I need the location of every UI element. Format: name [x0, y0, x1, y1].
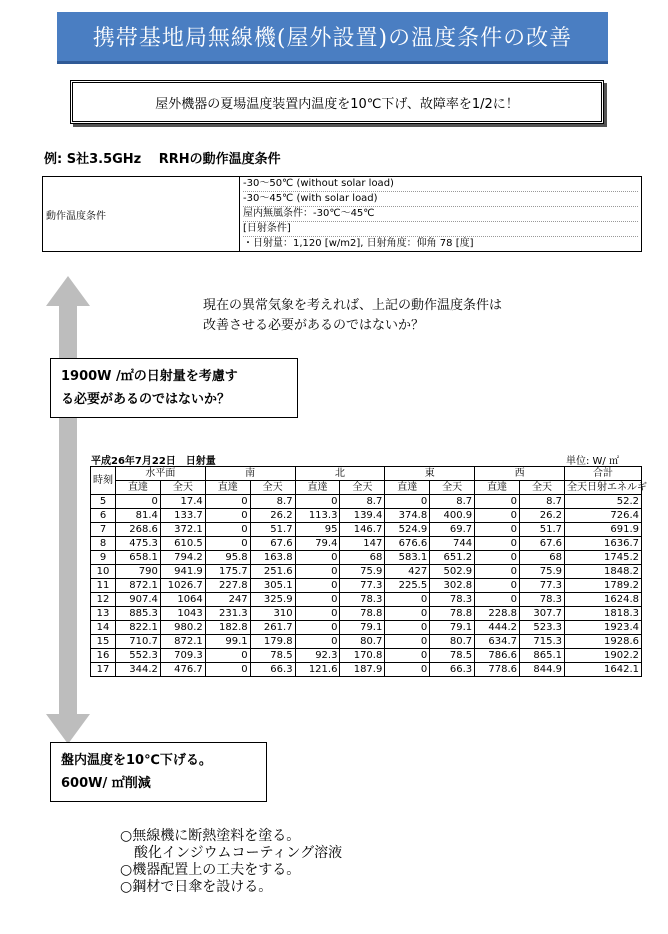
table-row [91, 607, 642, 621]
spec-line: 屋内無風条件：-30℃～45℃ [243, 207, 638, 222]
value-cell: 0 [385, 649, 430, 663]
value-cell: 75.9 [520, 565, 565, 579]
value-cell: 786.6 [475, 649, 520, 663]
value-cell: 0 [385, 495, 430, 509]
value-cell: 941.9 [160, 565, 205, 579]
value-cell: 0 [295, 607, 340, 621]
value-cell: 0 [295, 621, 340, 635]
value-cell: 75.9 [340, 565, 385, 579]
value-cell: 0 [475, 579, 520, 593]
table-row [91, 663, 642, 677]
group-header: 合計 [565, 467, 642, 481]
value-cell: 92.3 [295, 649, 340, 663]
value-cell: 67.6 [520, 537, 565, 551]
value-cell: 307.7 [520, 607, 565, 621]
value-cell: 179.8 [250, 635, 295, 649]
value-cell: 372.1 [160, 523, 205, 537]
value-cell: 0 [295, 495, 340, 509]
sub-header: 直達 [116, 481, 161, 495]
value-cell: 1789.2 [565, 579, 642, 593]
value-cell: 634.7 [475, 635, 520, 649]
sub-header: 全天 [430, 481, 475, 495]
value-cell: 726.4 [565, 509, 642, 523]
value-cell: 1923.4 [565, 621, 642, 635]
sub-header: 直達 [295, 481, 340, 495]
spec-label: 動作温度条件 [43, 177, 240, 252]
value-cell: 691.9 [565, 523, 642, 537]
value-cell: 8.7 [340, 495, 385, 509]
value-cell: 524.9 [385, 523, 430, 537]
table-unit: 単位: W/ ㎡ [566, 456, 619, 467]
value-cell: 676.6 [385, 537, 430, 551]
value-cell: 651.2 [430, 551, 475, 565]
group-header: 水平面 [116, 467, 206, 481]
page-title: 携帯基地局無線機(屋外設置)の温度条件の改善 [92, 26, 573, 51]
value-cell: 77.3 [520, 579, 565, 593]
value-cell: 0 [385, 663, 430, 677]
value-cell: 0 [385, 607, 430, 621]
value-cell: 147 [340, 537, 385, 551]
table-row [91, 537, 642, 551]
value-cell: 170.8 [340, 649, 385, 663]
value-cell: 715.3 [520, 635, 565, 649]
goal-box [70, 80, 604, 124]
value-cell: 69.7 [430, 523, 475, 537]
value-cell: 51.7 [520, 523, 565, 537]
value-cell: 95.8 [205, 551, 250, 565]
spec-line: -30～45℃ (with solar load) [243, 192, 638, 207]
value-cell: 1043 [160, 607, 205, 621]
spec-line: ・日射量：1,120 [w/m2], 日射角度：仰角 78 [度] [243, 238, 474, 249]
value-cell: 0 [116, 495, 161, 509]
spec-line: -30～50℃ (without solar load) [243, 177, 638, 192]
group-header: 南 [205, 467, 295, 481]
value-cell: 8.7 [520, 495, 565, 509]
value-cell: 0 [295, 635, 340, 649]
value-cell: 182.8 [205, 621, 250, 635]
value-cell: 583.1 [385, 551, 430, 565]
value-cell: 17.4 [160, 495, 205, 509]
value-cell: 0 [385, 621, 430, 635]
value-cell: 980.2 [160, 621, 205, 635]
value-cell: 8.7 [250, 495, 295, 509]
value-cell: 175.7 [205, 565, 250, 579]
value-cell: 844.9 [520, 663, 565, 677]
value-cell: 302.8 [430, 579, 475, 593]
value-cell: 26.2 [520, 509, 565, 523]
group-header: 西 [475, 467, 565, 481]
value-cell: 0 [475, 551, 520, 565]
value-cell: 78.5 [430, 649, 475, 663]
spec-values [240, 177, 642, 252]
value-cell: 78.5 [250, 649, 295, 663]
value-cell: 79.1 [430, 621, 475, 635]
value-cell: 133.7 [160, 509, 205, 523]
sub-header: 全天 [340, 481, 385, 495]
table-caption: 平成26年7月22日 日射量 [91, 456, 216, 467]
question-line: 改善させる必要があるのではないか？ [203, 318, 425, 333]
value-cell: 0 [475, 509, 520, 523]
radiation-table [90, 466, 647, 677]
value-cell: 374.8 [385, 509, 430, 523]
value-cell: 78.8 [430, 607, 475, 621]
value-cell: 163.8 [250, 551, 295, 565]
value-cell: 790 [116, 565, 161, 579]
value-cell: 0 [475, 593, 520, 607]
value-cell: 268.6 [116, 523, 161, 537]
group-header: 東 [385, 467, 475, 481]
value-cell: 822.1 [116, 621, 161, 635]
value-cell: 794.2 [160, 551, 205, 565]
value-cell: 1928.6 [565, 635, 642, 649]
value-cell: 0 [205, 537, 250, 551]
value-cell: 78.3 [430, 593, 475, 607]
value-cell: 80.7 [340, 635, 385, 649]
value-cell: 0 [385, 593, 430, 607]
value-cell: 0 [475, 495, 520, 509]
value-cell: 1642.1 [565, 663, 642, 677]
value-cell: 251.6 [250, 565, 295, 579]
spec-line: [日射条件] [243, 222, 638, 237]
callout-line: 600W/ ㎡削減 [61, 776, 151, 791]
time-cell: 17 [91, 663, 116, 677]
sub-header: 全天 [250, 481, 295, 495]
spec-table [42, 176, 642, 252]
value-cell: 0 [475, 565, 520, 579]
value-cell: 0 [295, 565, 340, 579]
measure-item: ○機器配置上の工夫をする。 [120, 862, 301, 878]
value-cell: 68 [340, 551, 385, 565]
sub-header: 直達 [475, 481, 520, 495]
value-cell: 502.9 [430, 565, 475, 579]
table-row [91, 635, 642, 649]
table-row [91, 495, 642, 509]
value-cell: 121.6 [295, 663, 340, 677]
time-cell: 11 [91, 579, 116, 593]
table-row [91, 509, 642, 523]
value-cell: 78.3 [520, 593, 565, 607]
value-cell: 872.1 [160, 635, 205, 649]
callout-line: 盤内温度を10℃下げる。 [61, 753, 212, 768]
time-cell: 14 [91, 621, 116, 635]
radiation-table-body [91, 495, 642, 677]
goal-text: 屋外機器の夏場温度装置内温度を10℃下げ、故障率を1/2に！ [155, 96, 519, 112]
value-cell: 872.1 [116, 579, 161, 593]
time-cell: 6 [91, 509, 116, 523]
value-cell: 79.4 [295, 537, 340, 551]
time-header: 時刻 [91, 467, 116, 495]
value-cell: 523.3 [520, 621, 565, 635]
table-row [91, 551, 642, 565]
value-cell: 187.9 [340, 663, 385, 677]
value-cell: 0 [205, 649, 250, 663]
value-cell: 907.4 [116, 593, 161, 607]
value-cell: 444.2 [475, 621, 520, 635]
value-cell: 247 [205, 593, 250, 607]
value-cell: 0 [295, 593, 340, 607]
value-cell: 66.3 [250, 663, 295, 677]
value-cell: 1026.7 [160, 579, 205, 593]
value-cell: 610.5 [160, 537, 205, 551]
value-cell: 231.3 [205, 607, 250, 621]
sub-header: 直達 [385, 481, 430, 495]
sub-header-total: 全天日射エネルギ [565, 481, 642, 495]
value-cell: 95 [295, 523, 340, 537]
value-cell: 1636.7 [565, 537, 642, 551]
value-cell: 0 [295, 551, 340, 565]
value-cell: 68 [520, 551, 565, 565]
value-cell: 228.8 [475, 607, 520, 621]
measures-list [120, 828, 342, 896]
callout-reduction [50, 742, 267, 802]
value-cell: 476.7 [160, 663, 205, 677]
time-cell: 8 [91, 537, 116, 551]
value-cell: 1745.2 [565, 551, 642, 565]
time-cell: 5 [91, 495, 116, 509]
value-cell: 52.2 [565, 495, 642, 509]
value-cell: 99.1 [205, 635, 250, 649]
value-cell: 0 [475, 537, 520, 551]
table-row [91, 649, 642, 663]
group-header: 北 [295, 467, 385, 481]
time-cell: 16 [91, 649, 116, 663]
value-cell: 710.7 [116, 635, 161, 649]
value-cell: 67.6 [250, 537, 295, 551]
table-row [91, 579, 642, 593]
time-cell: 13 [91, 607, 116, 621]
value-cell: 305.1 [250, 579, 295, 593]
sub-header: 全天 [160, 481, 205, 495]
value-cell: 225.5 [385, 579, 430, 593]
value-cell: 0 [205, 523, 250, 537]
value-cell: 0 [205, 495, 250, 509]
value-cell: 78.3 [340, 593, 385, 607]
value-cell: 427 [385, 565, 430, 579]
measure-item: ○無線機に断熱塗料を塗る。 [120, 828, 301, 844]
value-cell: 0 [205, 509, 250, 523]
table-row [91, 523, 642, 537]
value-cell: 146.7 [340, 523, 385, 537]
value-cell: 778.6 [475, 663, 520, 677]
value-cell: 139.4 [340, 509, 385, 523]
time-cell: 9 [91, 551, 116, 565]
value-cell: 709.3 [160, 649, 205, 663]
value-cell: 227.8 [205, 579, 250, 593]
value-cell: 78.8 [340, 607, 385, 621]
value-cell: 325.9 [250, 593, 295, 607]
value-cell: 113.3 [295, 509, 340, 523]
value-cell: 310 [250, 607, 295, 621]
value-cell: 1624.8 [565, 593, 642, 607]
value-cell: 0 [475, 523, 520, 537]
value-cell: 0 [295, 579, 340, 593]
example-heading: 例: S社3.5GHz RRHの動作温度条件 [44, 152, 281, 167]
sub-header: 全天 [520, 481, 565, 495]
callout-line: る必要があるのではないか？ [61, 392, 231, 407]
value-cell: 552.3 [116, 649, 161, 663]
value-cell: 1818.3 [565, 607, 642, 621]
page-title-banner [57, 12, 608, 64]
callout-solar [50, 358, 298, 418]
value-cell: 79.1 [340, 621, 385, 635]
value-cell: 1064 [160, 593, 205, 607]
value-cell: 344.2 [116, 663, 161, 677]
callout-line: 1900W /㎡の日射量を考慮す [61, 369, 238, 384]
time-cell: 7 [91, 523, 116, 537]
value-cell: 475.3 [116, 537, 161, 551]
value-cell: 1902.2 [565, 649, 642, 663]
measure-item: ○鋼材で日傘を設ける。 [120, 879, 273, 895]
question-line: 現在の異常気象を考えれば、上記の動作温度条件は [203, 298, 503, 313]
value-cell: 658.1 [116, 551, 161, 565]
time-cell: 12 [91, 593, 116, 607]
value-cell: 400.9 [430, 509, 475, 523]
table-row [91, 565, 642, 579]
table-row [91, 621, 642, 635]
value-cell: 77.3 [340, 579, 385, 593]
value-cell: 261.7 [250, 621, 295, 635]
time-cell: 10 [91, 565, 116, 579]
value-cell: 81.4 [116, 509, 161, 523]
time-cell: 15 [91, 635, 116, 649]
value-cell: 885.3 [116, 607, 161, 621]
value-cell: 744 [430, 537, 475, 551]
value-cell: 1848.2 [565, 565, 642, 579]
value-cell: 80.7 [430, 635, 475, 649]
value-cell: 26.2 [250, 509, 295, 523]
value-cell: 51.7 [250, 523, 295, 537]
double-arrow-icon [46, 276, 90, 744]
sub-header: 直達 [205, 481, 250, 495]
value-cell: 8.7 [430, 495, 475, 509]
question-text [203, 296, 502, 336]
value-cell: 0 [385, 635, 430, 649]
value-cell: 66.3 [430, 663, 475, 677]
value-cell: 865.1 [520, 649, 565, 663]
measure-item: 酸化インジウムコーティング溶液 [120, 845, 343, 861]
value-cell: 0 [205, 663, 250, 677]
table-row [91, 593, 642, 607]
